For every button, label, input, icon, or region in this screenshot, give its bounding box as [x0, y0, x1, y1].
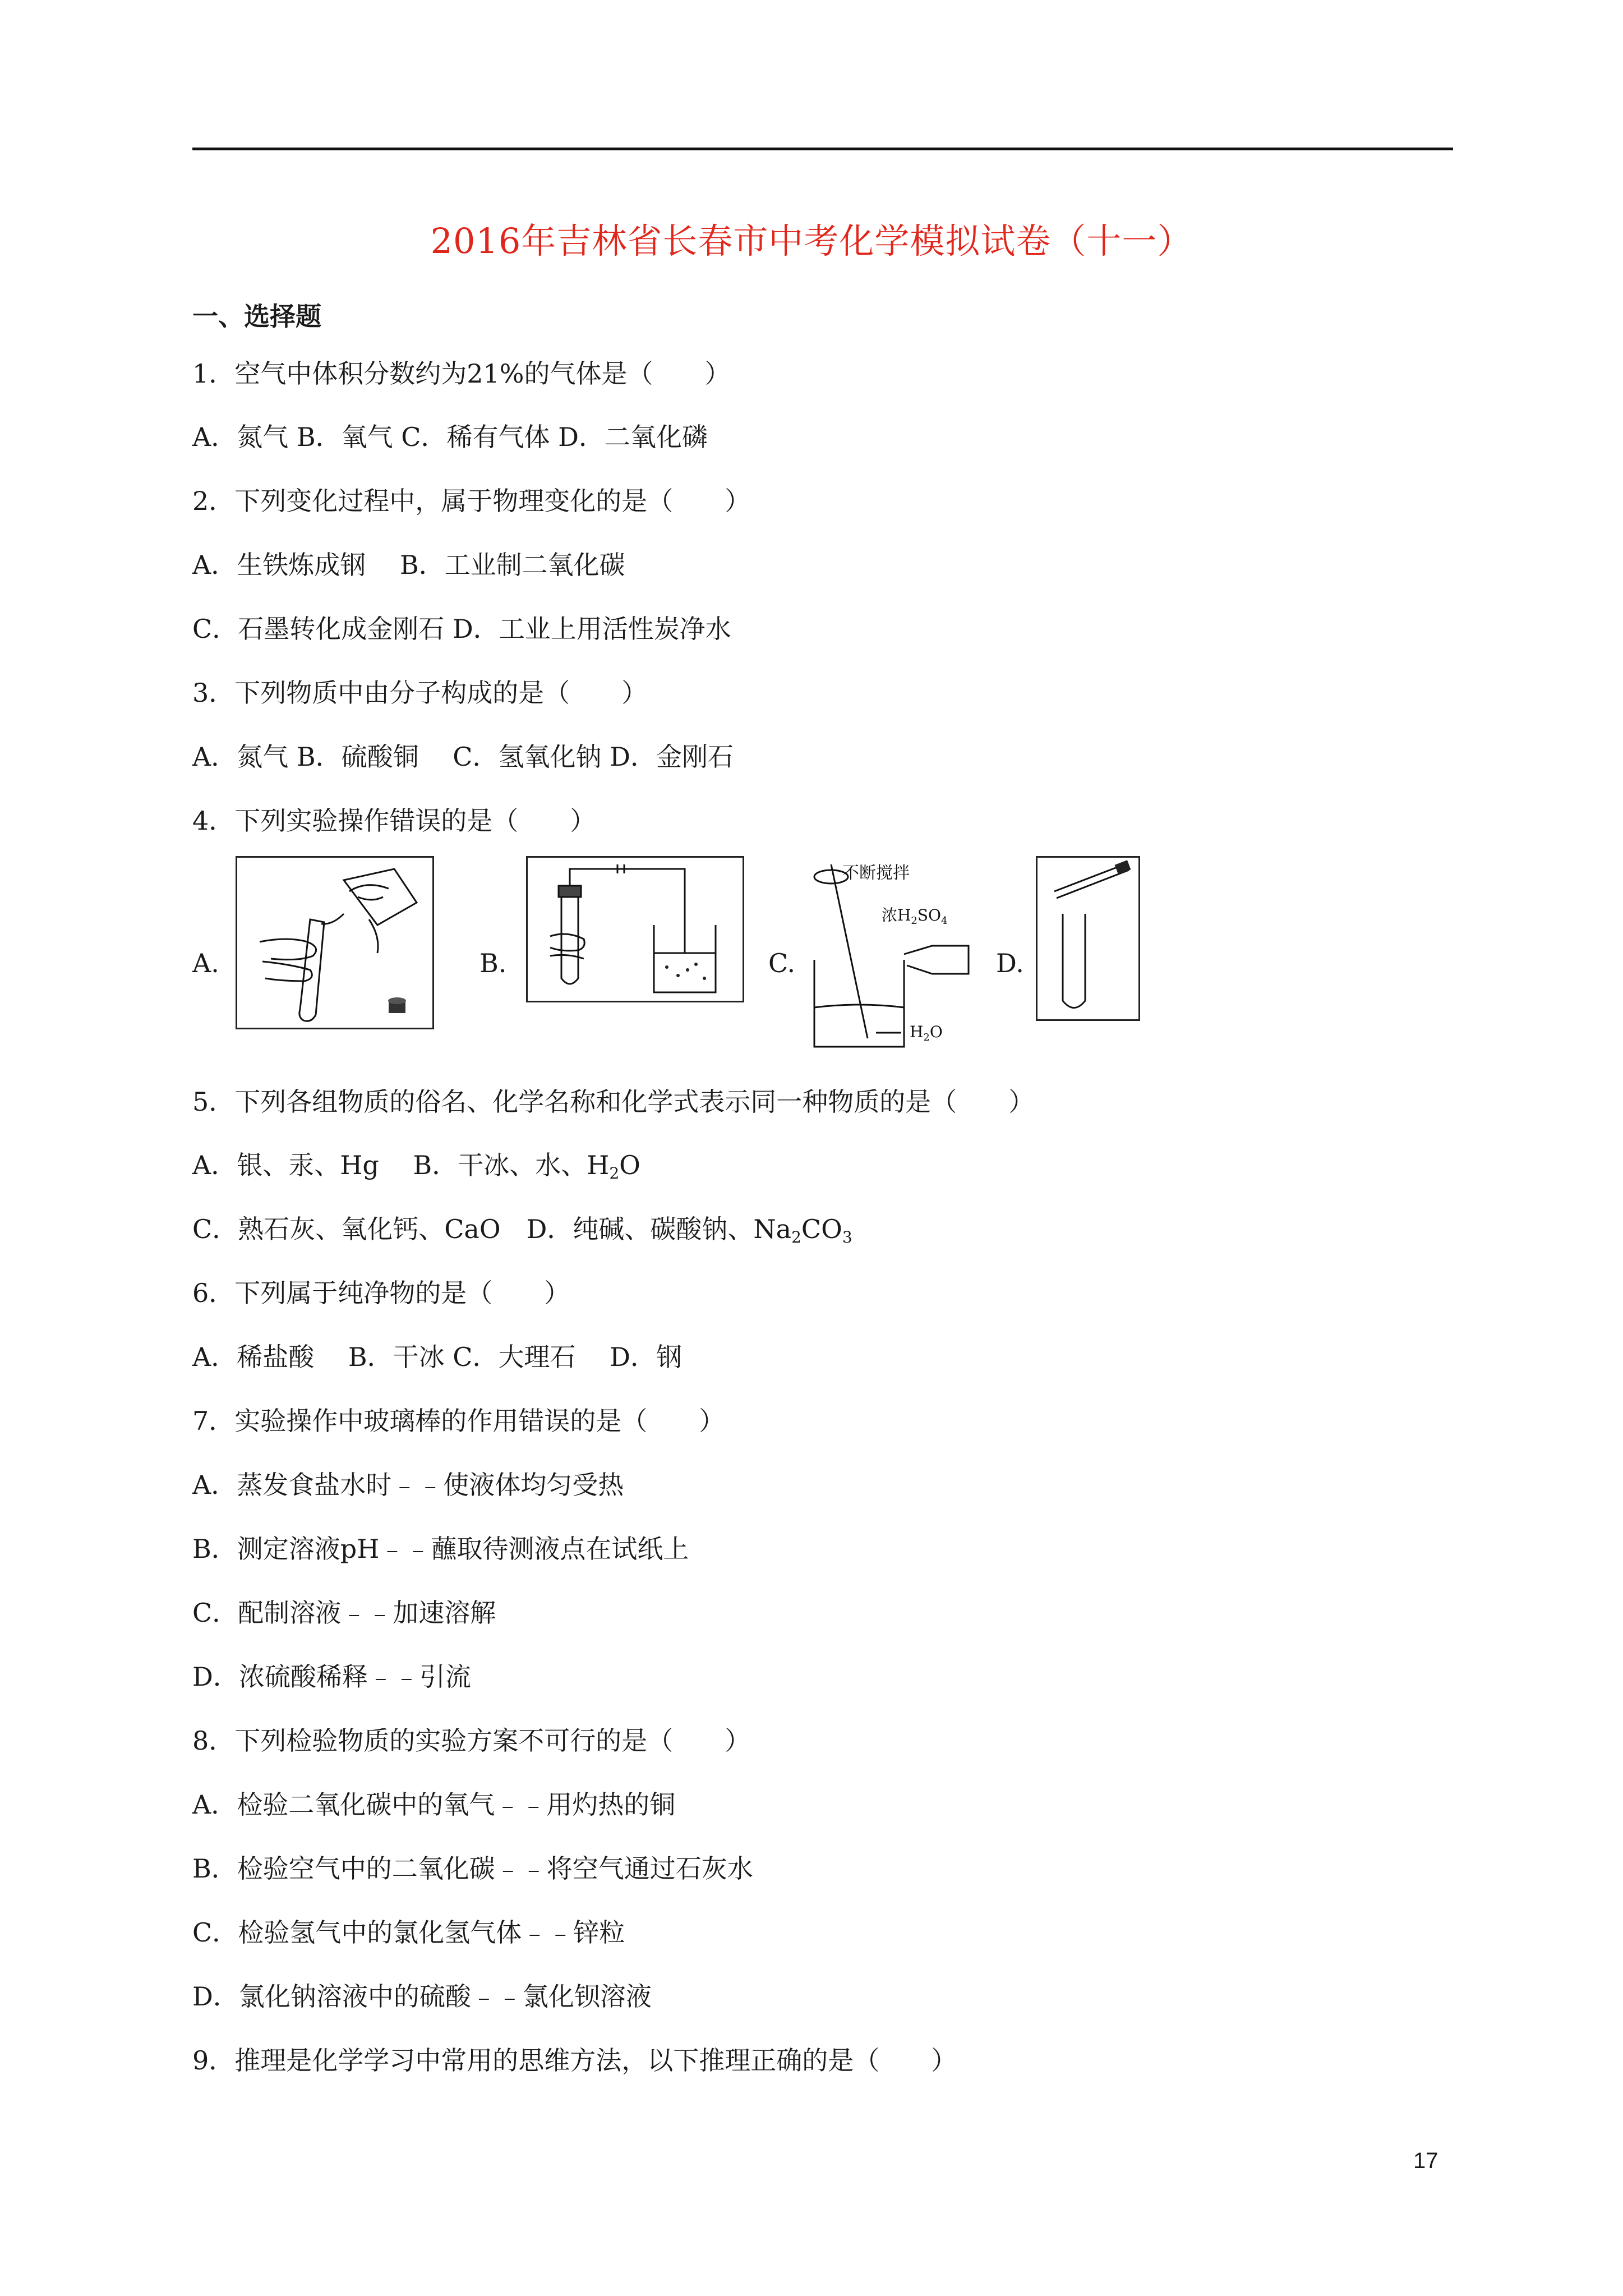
- q2-options-ab: A．生铁炼成钢 B．工业制二氧化碳: [192, 550, 625, 580]
- q4-option-d-label: D.: [996, 948, 1024, 978]
- question-1: 1．空气中体积分数约为21%的气体是（ ）: [192, 358, 731, 389]
- header-rule: [192, 148, 1453, 150]
- q8-option-b: B．检验空气中的二氧化碳﹣﹣将空气通过石灰水: [192, 1853, 753, 1884]
- airtightness-check-illustration: [528, 858, 743, 1001]
- question-6: 6．下列属于纯净物的是（ ）: [192, 1278, 570, 1308]
- question-2: 2．下列变化过程中，属于物理变化的是（ ）: [192, 486, 751, 516]
- section-heading: 一、选择题: [192, 301, 321, 332]
- q7-option-b: B．测定溶液pH﹣﹣蘸取待测液点在试纸上: [192, 1534, 689, 1564]
- q4-option-a-label: A.: [192, 948, 219, 978]
- stir-label: 不断搅拌: [842, 863, 910, 883]
- q7-option-d: D．浓硫酸稀释﹣﹣引流: [192, 1662, 471, 1692]
- pouring-liquid-illustration: [237, 858, 432, 1028]
- q3-options: A．氮气 B．硫酸铜 C．氢氧化钠 D．金刚石: [192, 742, 734, 772]
- test-tube-heating-illustration: [1038, 858, 1138, 1019]
- page-number: 17: [1413, 2148, 1438, 2173]
- q8-option-c: C．检验氢气中的氯化氢气体﹣﹣锌粒: [192, 1917, 625, 1948]
- dilute-sulfuric-acid-illustration: [809, 853, 977, 1053]
- q8-option-d: D．氯化钠溶液中的硫酸﹣﹣氯化钡溶液: [192, 1981, 652, 2012]
- conc-acid-label: 浓$H_2SO_4$: [882, 906, 948, 927]
- q4-figure-b: [526, 856, 744, 1002]
- q1-options: A．氮气 B．氧气 C．稀有气体 D．二氧化磷: [192, 422, 708, 452]
- question-9: 9．推理是化学学习中常用的思维方法，以下推理正确的是（ ）: [192, 2045, 957, 2076]
- q4-option-c-label: C.: [768, 948, 796, 978]
- q4-figure-c: [809, 853, 977, 1053]
- q6-options: A．稀盐酸 B．干冰 C．大理石 D．钢: [192, 1342, 682, 1372]
- water-label: $H_2O$: [910, 1023, 943, 1043]
- q5-options-cd: C．熟石灰、氧化钙、CaO D．纯碱、碳酸钠、$Na_2CO_3$: [192, 1214, 852, 1246]
- q4-figure-a: [236, 856, 434, 1029]
- question-3: 3．下列物质中由分子构成的是（ ）: [192, 678, 648, 708]
- q8-option-a: A．检验二氧化碳中的氧气﹣﹣用灼热的铜: [192, 1789, 676, 1820]
- q7-option-a: A．蒸发食盐水时﹣﹣使液体均匀受热: [192, 1470, 624, 1500]
- question-4: 4．下列实验操作错误的是（ ）: [192, 806, 596, 836]
- page-title: 2016年吉林省长春市中考化学模拟试卷（十一）: [430, 220, 1193, 261]
- question-7: 7．实验操作中玻璃棒的作用错误的是（ ）: [192, 1406, 725, 1436]
- q2-options-cd: C．石墨转化成金刚石 D．工业上用活性炭净水: [192, 614, 731, 644]
- question-5: 5．下列各组物质的俗名、化学名称和化学式表示同一种物质的是（ ）: [192, 1087, 1035, 1117]
- question-8: 8．下列检验物质的实验方案不可行的是（ ）: [192, 1726, 751, 1756]
- q5-options-ab: A．银、汞、Hg B．干冰、水、$H_2O$: [192, 1150, 640, 1182]
- q4-option-b-label: B.: [479, 948, 507, 978]
- q7-option-c: C．配制溶液﹣﹣加速溶解: [192, 1598, 496, 1628]
- q4-figure-d: [1036, 856, 1140, 1021]
